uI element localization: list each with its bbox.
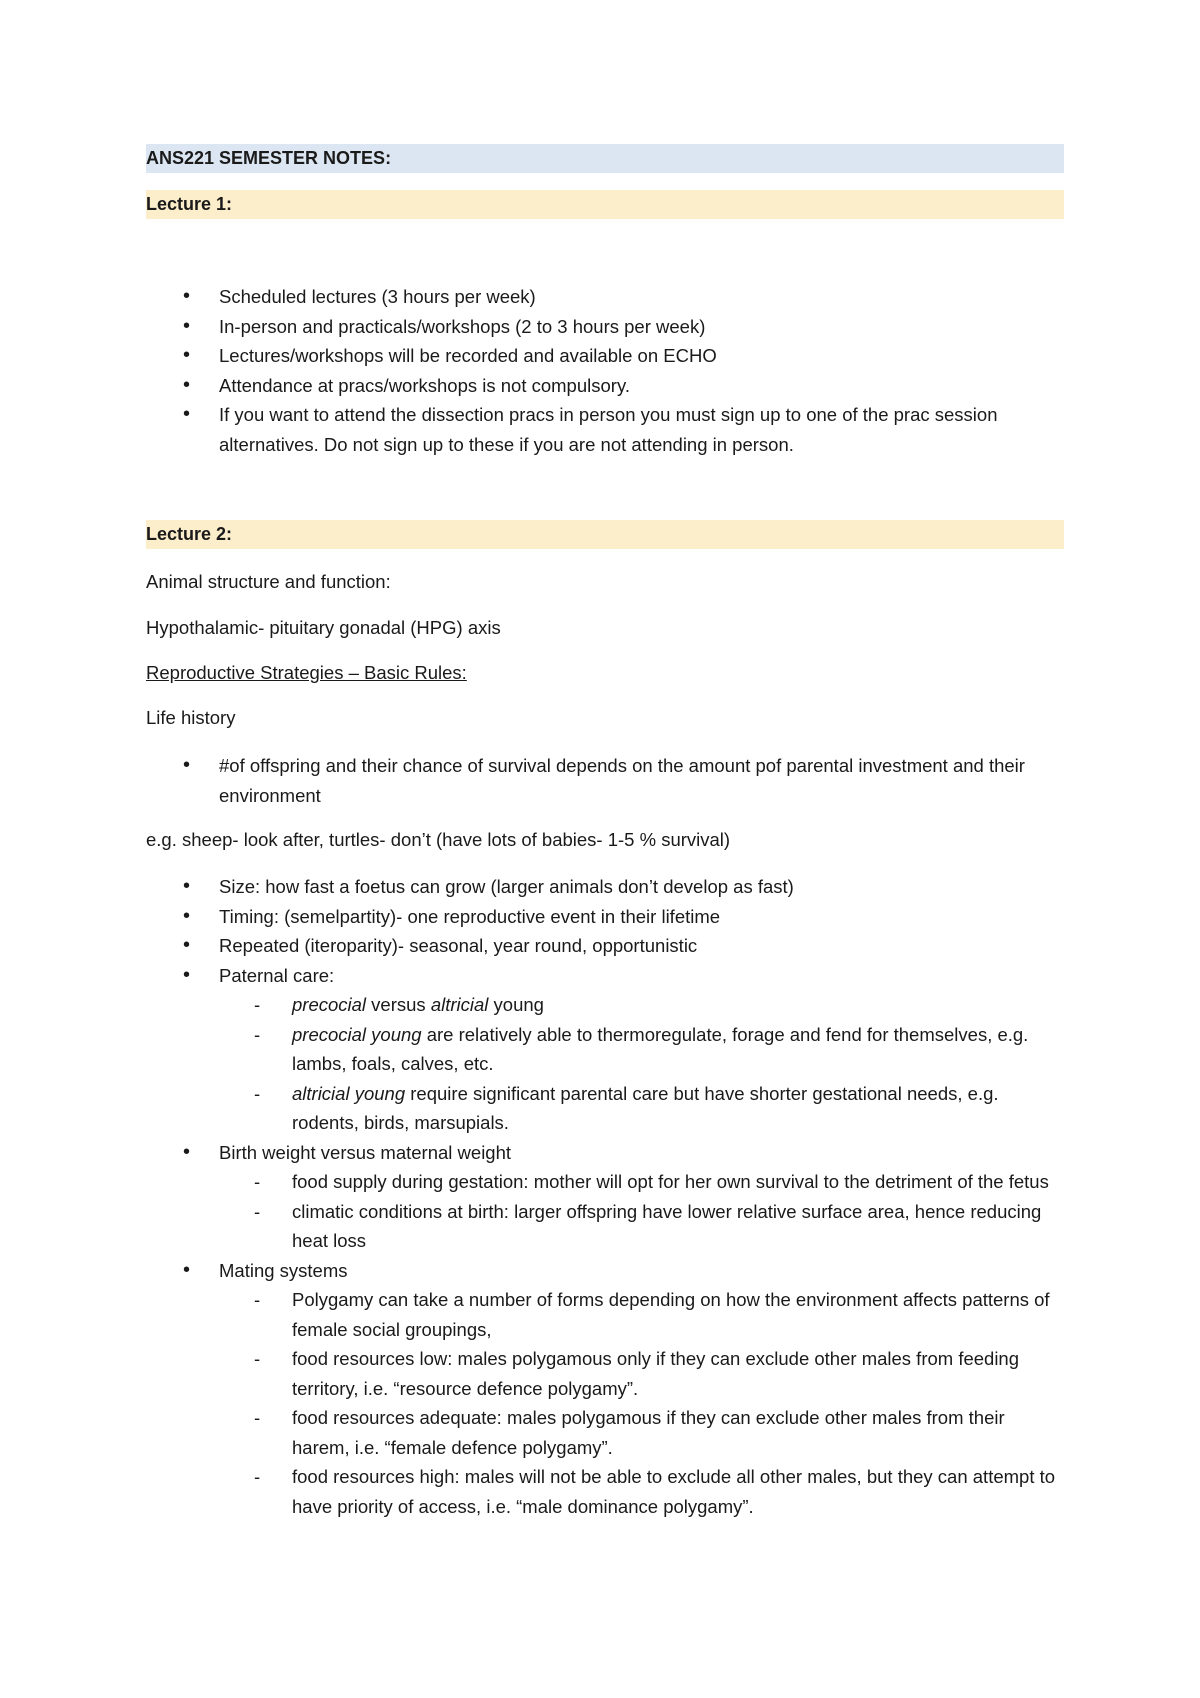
life-history-bullet-list — [146, 751, 1064, 810]
sub-list-item: - food resources high: males will not be able to exclude all other males, but they can attempt to have priority of access, i.e. “male dominance polygamy”. — [219, 1462, 1064, 1521]
sub-list-item: - altricial young require significant parental care but have shorter gestational needs, e.g. rodents, birds, marsupials. — [219, 1079, 1064, 1138]
list-item: • Scheduled lectures (3 hours per week) — [146, 282, 1064, 312]
lecture-2-heading: Lecture 2: — [146, 520, 1064, 549]
lecture-1-bullet-list — [146, 282, 1064, 459]
section-line: Life history — [146, 707, 236, 728]
example-line: e.g. sheep- look after, turtles- don’t (have lots of babies- 1-5 % survival) — [146, 829, 731, 850]
list-item: • Attendance at pracs/workshops is not compulsory. — [146, 371, 1064, 401]
list-item — [146, 1138, 1064, 1256]
list-item-label: Mating systems — [219, 1259, 348, 1281]
paternal-care-sublist — [219, 990, 1064, 1138]
list-item: • #of offspring and their chance of survival depends on the amount pof parental investment and their environment — [146, 751, 1064, 810]
lecture-1-heading: Lecture 1: — [146, 190, 1064, 219]
list-item: • Repeated (iteroparity)- seasonal, year round, opportunistic — [146, 931, 1064, 961]
section-subheading: Reproductive Strategies – Basic Rules: — [146, 662, 467, 683]
mating-systems-sublist — [219, 1285, 1064, 1521]
list-item-label: Birth weight versus maternal weight — [219, 1141, 512, 1163]
birth-weight-sublist — [219, 1167, 1064, 1256]
list-item — [146, 961, 1064, 1138]
list-item — [146, 1256, 1064, 1522]
list-item: • In-person and practicals/workshops (2 to 3 hours per week) — [146, 312, 1064, 342]
list-item: • Lectures/workshops will be recorded and available on ECHO — [146, 341, 1064, 371]
section-line: Animal structure and function: — [146, 571, 391, 592]
sub-list-item: - food resources adequate: males polygamous if they can exclude other males from their harem, i.e. “female defence polygamy”. — [219, 1403, 1064, 1462]
list-item: • Size: how fast a foetus can grow (larger animals don’t develop as fast) — [146, 872, 1064, 902]
list-item: • Timing: (semelpartity)- one reproductive event in their lifetime — [146, 902, 1064, 932]
sub-list-item: - precocial versus altricial young — [219, 990, 1064, 1020]
strategy-bullet-list — [146, 872, 1064, 1521]
sub-list-item: - precocial young are relatively able to thermoregulate, forage and fend for themselves, e.g. lambs, foals, calves, etc. — [219, 1020, 1064, 1079]
sub-list-item: - food resources low: males polygamous only if they can exclude other males from feeding territory, i.e. “resource defence polygamy”. — [219, 1344, 1064, 1403]
document-title: ANS221 SEMESTER NOTES: — [146, 144, 1064, 173]
list-item: • If you want to attend the dissection pracs in person you must sign up to one of the prac session alternatives. Do not sign up to these if you are not attending in person. — [146, 400, 1064, 459]
sub-list-item: - food supply during gestation: mother will opt for her own survival to the detriment of the fetus — [219, 1167, 1064, 1197]
list-item-label: Paternal care: — [219, 964, 335, 986]
sub-list-item: - Polygamy can take a number of forms depending on how the environment affects patterns of female social groupings, — [219, 1285, 1064, 1344]
section-line: Hypothalamic- pituitary gonadal (HPG) axis — [146, 617, 501, 638]
sub-list-item: - climatic conditions at birth: larger offspring have lower relative surface area, hence reducing heat loss — [219, 1197, 1064, 1256]
